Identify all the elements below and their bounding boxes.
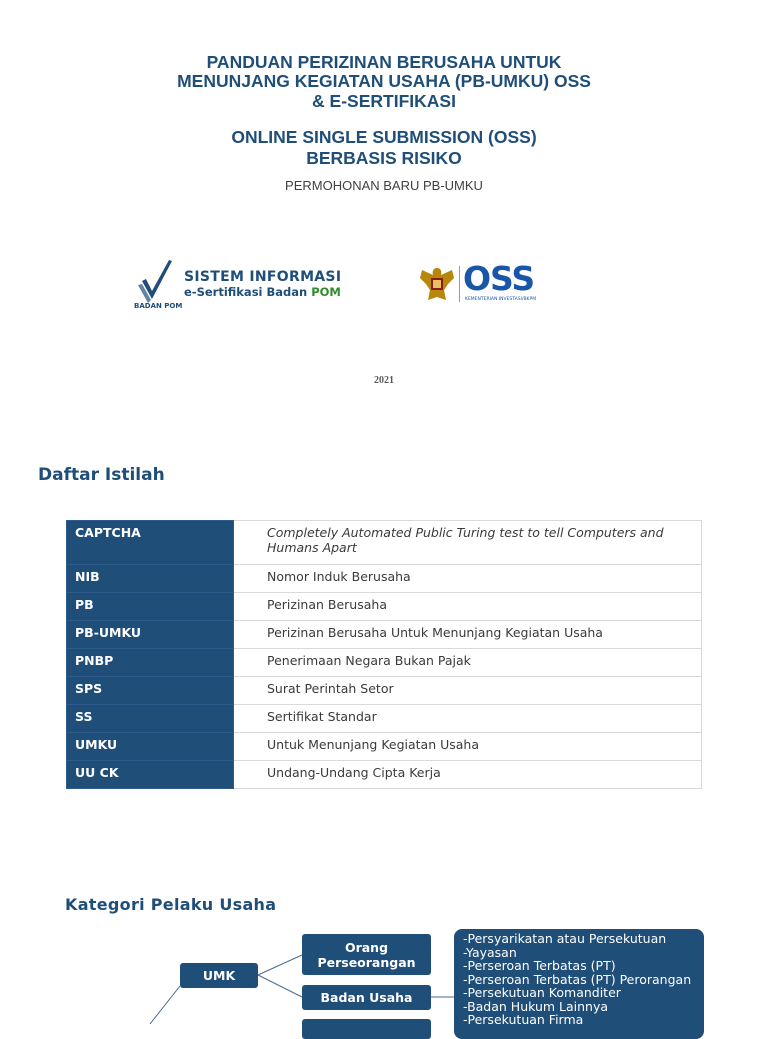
glossary-term: PB [67,593,234,621]
perseorangan-label: Perseorangan [317,954,416,970]
definition-line: Completely Automated Public Turing test to tell Computers and [267,525,664,540]
kategori-box-partial [302,1019,431,1039]
orang-label: Orang [344,939,389,955]
glossary-definition: Penerimaan Negara Bukan Pajak [234,649,702,677]
sistem-subtitle-text: e-Sertifikasi Badan [184,285,312,299]
glossary-term: UU CK [67,761,234,789]
list-item: -Persyarikatan atau Persekutuan [463,931,667,946]
list-item: -Persekutuan Firma [463,1012,584,1027]
glossary-definition: Nomor Induk Berusaha [234,565,702,593]
glossary-definition [234,521,702,565]
definition-line: Humans Apart [267,540,357,555]
list-item: -Perseroan Terbatas (PT) Perorangan [463,971,692,987]
table-row [67,621,702,649]
table-row [67,521,702,565]
cover-title-line2: MENUNJANG KEGIATAN USAHA (PB-UMKU) OSS [177,71,591,91]
list-item: -Perseroan Terbatas (PT) [463,958,616,973]
glossary-definition: Undang-Undang Cipta Kerja [234,761,702,789]
logo-divider [459,266,460,302]
glossary-definition: Sertifikat Standar [234,705,702,733]
table-row [67,761,702,789]
glossary-definition: Untuk Menunjang Kegiatan Usaha [234,733,702,761]
glossary-definition: Perizinan Berusaha [234,593,702,621]
table-row [67,677,702,705]
glossary-term: PB-UMKU [67,621,234,649]
badan-usaha-types-list [454,929,704,1039]
glossary-heading: Daftar Istilah [38,465,165,485]
glossary-term: PNBP [67,649,234,677]
oss-caption: KEMENTERIAN INVESTASI/BKPM [465,297,537,302]
sistem-informasi-subtitle [184,285,341,299]
orang-perseorangan-box [302,934,431,975]
table-row [67,733,702,761]
table-row [67,593,702,621]
cover-section-label: PERMOHONAN BARU PB-UMKU [285,178,483,193]
table-row [67,649,702,677]
list-item: -Badan Hukum Lainnya [463,998,609,1014]
oss-logo-text: OSS [463,259,535,298]
cover-subtitle-line2: BERBASIS RISIKO [306,148,462,168]
cover-title-line3: & E-SERTIFIKASI [312,91,456,111]
cover-year: 2021 [374,375,394,386]
glossary-term: SPS [67,677,234,705]
list-item: -Persekutuan Komanditer [463,985,621,1000]
glossary-definition: Surat Perintah Setor [234,677,702,705]
badan-pom-check-icon [134,259,180,303]
glossary-term: NIB [67,565,234,593]
list-item: -Yayasan [463,944,517,960]
sistem-informasi-title: SISTEM INFORMASI [184,269,342,285]
badan-pom-caption: BADAN POM [134,302,183,310]
glossary-term: UMKU [67,733,234,761]
glossary-definition: Perizinan Berusaha Untuk Menunjang Kegiatan Usaha [234,621,702,649]
glossary-table [66,520,702,789]
cover-title-line1: PANDUAN PERIZINAN BERUSAHA UNTUK [206,52,562,72]
badan-usaha-box: Badan Usaha [302,985,431,1010]
badan-pom-logo [134,259,183,311]
glossary-term: CAPTCHA [67,521,234,565]
kategori-heading: Kategori Pelaku Usaha [65,895,277,914]
garuda-emblem-icon [418,264,456,304]
sistem-subtitle-pom: POM [311,285,341,299]
cover-subtitle-line1: ONLINE SINGLE SUBMISSION (OSS) [231,127,537,147]
table-row [67,705,702,733]
umk-box: UMK [180,963,258,988]
glossary-term: SS [67,705,234,733]
table-row [67,565,702,593]
